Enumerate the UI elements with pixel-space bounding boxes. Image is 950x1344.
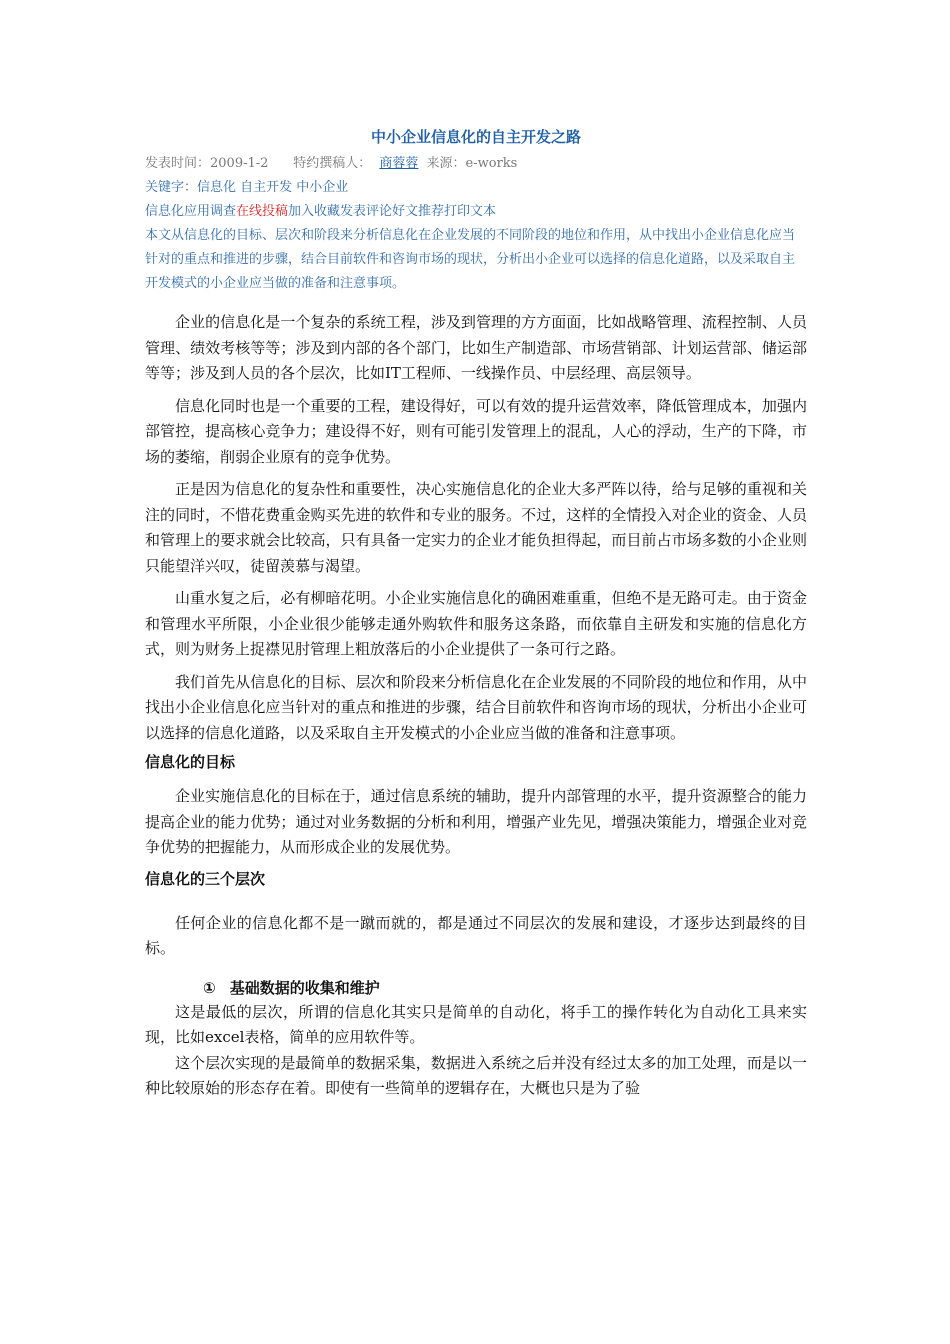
section-goal-text: 企业实施信息化的目标在于，通过信息系统的辅助，提升内部管理的水平，提升资源整合的能力提高企业的能力优势；通过对业务数据的分析和利用，增强产业先见，增强决策能力，增强企业对竞争优势的把握能力，从而形成企业的发展优势。 — [145, 787, 807, 856]
paragraph-4: 山重水复之后，必有柳暗花明。小企业实施信息化的确困难重重，但绝不是无路可走。由于资金和管理水平所限，小企业很少能够走通外购软件和服务这条路，而依靠自主研发和实施的信息化方式，则为财务上捉襟见肘管理上粗放落后的小企业提供了一条可行之路。 — [145, 589, 807, 658]
section-heading-levels: 信息化的三个层次 — [145, 869, 266, 888]
article-meta — [145, 152, 807, 176]
article-actions — [145, 200, 807, 224]
article-title: 中小企业信息化的自主开发之路 — [370, 128, 581, 146]
survey-link[interactable]: 信息化应用调查 — [145, 204, 237, 219]
paragraph-3: 正是因为信息化的复杂性和重要性，决心实施信息化的企业大多严阵以待，给与足够的重视和关注的同时，不惜花费重金购买先进的软件和专业的服务。不过，这样的全情投入对企业的资金、人员和管理上的要求就会比较高，只有具备一定实力的企业才能负担得起，而目前占市场多数的小企业则只能望洋兴叹，徒留羡慕与渴望。 — [145, 480, 807, 575]
section-heading-goal: 信息化的目标 — [145, 753, 236, 771]
publish-date: 发表时间：2009-1-2 — [145, 156, 269, 171]
source-label: 来源：e-works — [426, 156, 518, 171]
action-links[interactable]: 加入收藏发表评论好文推荐打印文本 — [288, 204, 497, 219]
subsection-paragraph-1: 这是最低的层次，所谓的信息化其实只是简单的自动化，将手工的操作转化为自动化工具来实现，比如excel表格，简单的应用软件等。 — [145, 1002, 807, 1046]
paragraph-5: 我们首先从信息化的目标、层次和阶段来分析信息化在企业发展的不同阶段的地位和作用，从中找出小企业信息化应当针对的重点和推进的步骤，结合目前软件和咨询市场的现状，分析出小企业可以选择的信息化道路，以及采取自主开发模式的小企业应当做的准备和注意事项。 — [145, 672, 807, 742]
keywords: 关键字：信息化 自主开发 中小企业 — [145, 180, 349, 195]
subsection-title: 基础数据的收集和维护 — [229, 978, 380, 997]
subsection-paragraph-2: 这个层次实现的是最简单的数据采集，数据进入系统之后并没有经过太多的加工处理，而是以一种比较原始的形态存在着。即使有一些简单的逻辑存在，大概也只是为了验 — [145, 1053, 807, 1097]
author-link[interactable]: 商蓉蓉 — [379, 156, 419, 171]
article — [145, 126, 807, 1102]
section-levels-text: 任何企业的信息化都不是一蹴而就的，都是通过不同层次的发展和建设，才逐步达到最终的目标。 — [145, 913, 807, 957]
submit-link[interactable]: 在线投稿 — [236, 204, 289, 219]
subsection-heading — [145, 976, 807, 1000]
paragraph-2: 信息化同时也是一个重要的工程，建设得好，可以有效的提升运营效率，降低管理成本，加强内部管控，提高核心竞争力；建设得不好，则有可能引发管理上的混乱，人心的浮动，生产的下降，市场的萎缩，削弱企业原有的竞争优势。 — [145, 396, 807, 466]
paragraph-1: 企业的信息化是一个复杂的系统工程，涉及到管理的方方面面，比如战略管理、流程控制、人员管理、绩效考核等等；涉及到内部的各个部门，比如生产制造部、市场营销部、计划运营部、储运部等等；涉及到人员的各个层次，比如IT工程师、一线操作员、中层经理、高层领导。 — [145, 313, 807, 382]
article-summary: 本文从信息化的目标、层次和阶段来分析信息化在企业发展的不同阶段的地位和作用，从中找出小企业信息化应当针对的重点和推进的步骤，结合目前软件和咨询市场的现状，分析出小企业可以选择的信息化道路，以及采取自主开发模式的小企业应当做的准备和注意事项。 — [145, 228, 796, 291]
author-label: 特约撰稿人： — [293, 156, 372, 171]
subsection-number: ① — [203, 978, 216, 997]
